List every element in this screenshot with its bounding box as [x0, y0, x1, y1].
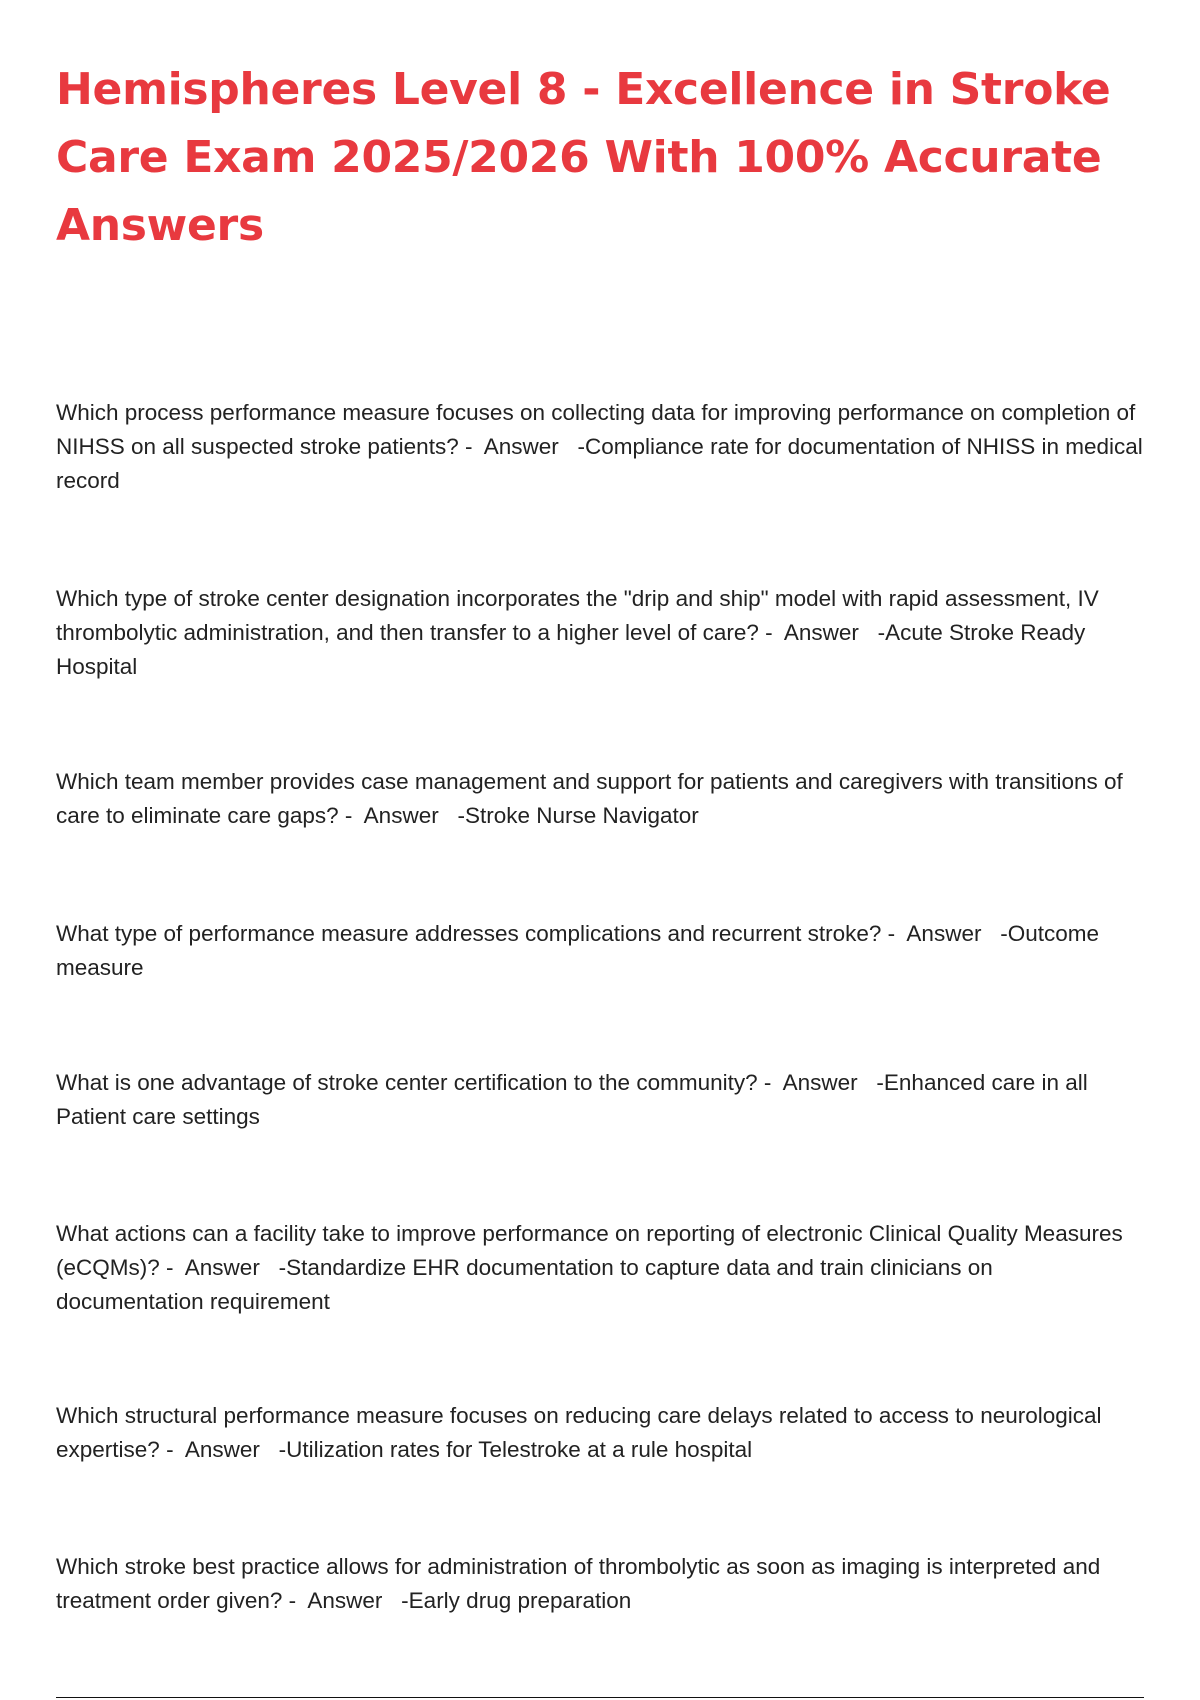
- qa-item-4: What type of performance measure addresses complications and recurrent stroke? - Answer -Outcome measure: [56, 921, 1099, 980]
- question-text: What is one advantage of stroke center certification to the community?: [56, 1070, 758, 1095]
- answer-label: Answer: [782, 1070, 858, 1095]
- answer-text: Enhanced care in all Patient care settings: [56, 1070, 1088, 1129]
- qa-item-8: Which stroke best practice allows for administration of thrombolytic as soon as imaging is interpreted and treatment order given? - Answer -Early drug preparation: [56, 1554, 1101, 1613]
- question-text: Which process performance measure focuses on collecting data for improving performance on completion of NIHSS on all suspected stroke patients?: [56, 400, 1136, 459]
- page-divider: [56, 1697, 1144, 1698]
- qa-item-6: What actions can a facility take to improve performance on reporting of electronic Clinical Quality Measures (eCQMs)? - Answer -Standardize EHR documentation to capture data and train clinicians on documentation requirement: [56, 1221, 1123, 1314]
- answer-text: Compliance rate for documentation of NHISS in medical record: [56, 434, 1143, 493]
- answer-text: Utilization rates for Telestroke at a rule hospital: [286, 1437, 753, 1462]
- answer-label: Answer: [483, 434, 559, 459]
- answer-label: Answer: [184, 1437, 260, 1462]
- question-text: What actions can a facility take to improve performance on reporting of electronic Clinical Quality Measures (eCQMs)?: [56, 1221, 1123, 1280]
- answer-text: Acute Stroke Ready Hospital: [56, 620, 1086, 679]
- answer-label: Answer: [783, 620, 859, 645]
- qa-item-3: Which team member provides case management and support for patients and caregivers with transitions of care to eliminate care gaps? - Answer -Stroke Nurse Navigator: [56, 769, 1123, 828]
- qa-item-5: What is one advantage of stroke center certification to the community? - Answer -Enhanced care in all Patient care settings: [56, 1070, 1088, 1129]
- qa-item-7: Which structural performance measure focuses on reducing care delays related to access to neurological expertise? - Answer -Utilization rates for Telestroke at a rule hospital: [56, 1403, 1102, 1462]
- qa-item-2: Which type of stroke center designation incorporates the "drip and ship" model with rapid assessment, IV thrombolytic administration, and then transfer to a higher level of care? - Answer -Acute Stroke Ready Hospital: [56, 586, 1099, 679]
- question-text: Which team member provides case management and support for patients and caregivers with transitions of care to eliminate care gaps?: [56, 769, 1123, 828]
- answer-label: Answer: [307, 1588, 383, 1613]
- answer-text: Early drug preparation: [408, 1588, 632, 1613]
- question-text: Which structural performance measure focuses on reducing care delays related to access to neurological expertise?: [56, 1403, 1102, 1462]
- answer-label: Answer: [363, 803, 439, 828]
- question-text: Which stroke best practice allows for administration of thrombolytic as soon as imaging is interpreted and treatment order given?: [56, 1554, 1101, 1613]
- document-title: Hemispheres Level 8 - Excellence in Stroke Care Exam 2025/2026 With 100% Accurate Answers: [56, 64, 1111, 251]
- qa-item-1: Which process performance measure focuses on collecting data for improving performance on completion of NIHSS on all suspected stroke patients? - Answer -Compliance rate for documentation of NHISS in medical record: [56, 400, 1143, 493]
- answer-label: Answer: [906, 921, 982, 946]
- answer-label: Answer: [184, 1255, 260, 1280]
- question-text: Which type of stroke center designation incorporates the "drip and ship" model with rapid assessment, IV thrombolytic administration, and then transfer to a higher level of care?: [56, 586, 1099, 645]
- answer-text: Stroke Nurse Navigator: [464, 803, 699, 828]
- question-text: What type of performance measure addresses complications and recurrent stroke?: [56, 921, 882, 946]
- answer-text: Standardize EHR documentation to capture data and train clinicians on documentation requirement: [56, 1255, 993, 1314]
- answer-text: Outcome measure: [56, 921, 1099, 980]
